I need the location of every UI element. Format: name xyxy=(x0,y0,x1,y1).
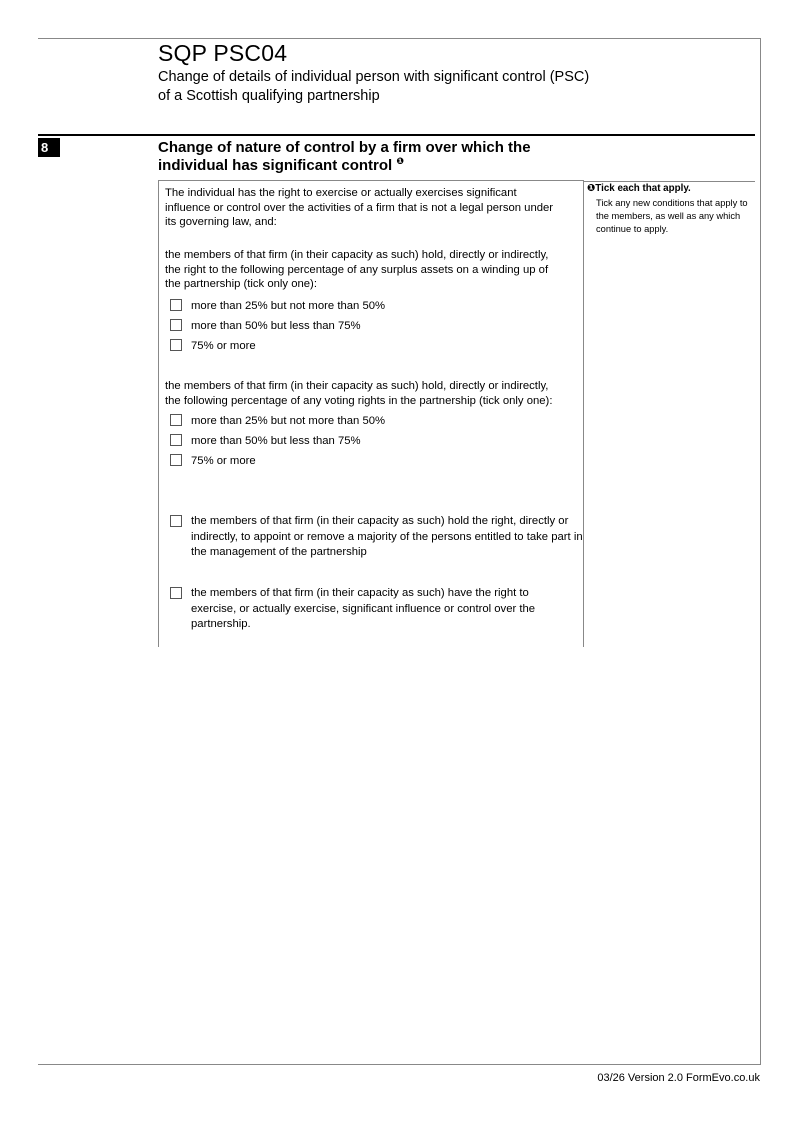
section-title-line2: individual has significant control xyxy=(158,157,393,174)
voting-option-50-75[interactable]: more than 50% but less than 75% xyxy=(170,434,361,448)
top-rule xyxy=(38,38,761,39)
voting-50-75-checkbox[interactable] xyxy=(170,434,182,446)
right-border xyxy=(760,38,761,1065)
bottom-rule xyxy=(38,1064,761,1065)
voting-75-plus-checkbox[interactable] xyxy=(170,454,182,466)
significant-influence-option[interactable]: the members of that firm (in their capacity as such) have the right to exercise, or actually exercise, significant influence or control over the partnership. xyxy=(170,586,561,633)
form-subtitle-line1: Change of details of individual person with significant control (PSC) xyxy=(158,69,590,85)
panel-divider xyxy=(583,180,584,647)
guidance-text: Tick any new conditions that apply to the members, as well as any which continue to apply. xyxy=(596,198,748,234)
form-subtitle-line2: of a Scottish qualifying partnership xyxy=(158,88,380,104)
panel-left-border xyxy=(158,180,159,647)
form-code: SQP PSC04 xyxy=(158,40,288,66)
surplus-25-50-checkbox[interactable] xyxy=(170,299,182,311)
section-title-line1: Change of nature of control by a firm over which the xyxy=(158,139,531,156)
guidance-marker-icon: ❶ xyxy=(587,183,596,194)
section-number-badge: 8 xyxy=(38,138,60,157)
intro-text: The individual has the right to exercise or actually exercises significant influence or control over the activities of a firm that is not a legal person under its governing law, and: xyxy=(165,187,554,228)
footer-version: 03/26 Version 2.0 FormEvo.co.uk xyxy=(597,1072,760,1084)
significant-influence-checkbox[interactable] xyxy=(170,587,182,599)
appoint-remove-checkbox[interactable] xyxy=(170,515,182,527)
guidance-title: ❶Tick each that apply. xyxy=(587,183,691,194)
surplus-75-plus-checkbox[interactable] xyxy=(170,339,182,351)
surplus-50-75-checkbox[interactable] xyxy=(170,319,182,331)
surplus-option-50-75[interactable]: more than 50% but less than 75% xyxy=(170,319,361,333)
surplus-assets-text: the members of that firm (in their capacity as such) hold, directly or indirectly, the right to the following percentage of any surplus assets on a winding up of the partnership (tick only one): xyxy=(165,249,549,290)
voting-option-75-plus[interactable]: 75% or more xyxy=(170,454,256,468)
surplus-option-75-plus[interactable]: 75% or more xyxy=(170,339,256,353)
note-marker-icon: ❶ xyxy=(396,156,404,166)
panel-top-rule xyxy=(158,180,583,181)
voting-25-50-checkbox[interactable] xyxy=(170,414,182,426)
surplus-option-25-50[interactable]: more than 25% but not more than 50% xyxy=(170,299,385,313)
section-title xyxy=(158,139,531,175)
guidance-top-rule xyxy=(583,181,755,182)
appoint-remove-option[interactable]: the members of that firm (in their capacity as such) hold the right, directly or indirectly, to appoint or remove a majority of the persons entitled to take part in the management of the partnership xyxy=(170,514,583,561)
voting-rights-text: the members of that firm (in their capacity as such) hold, directly or indirectly, the following percentage of any voting rights in the partnership (tick only one): xyxy=(165,380,553,407)
section-divider xyxy=(38,134,755,136)
voting-option-25-50[interactable]: more than 25% but not more than 50% xyxy=(170,414,385,428)
